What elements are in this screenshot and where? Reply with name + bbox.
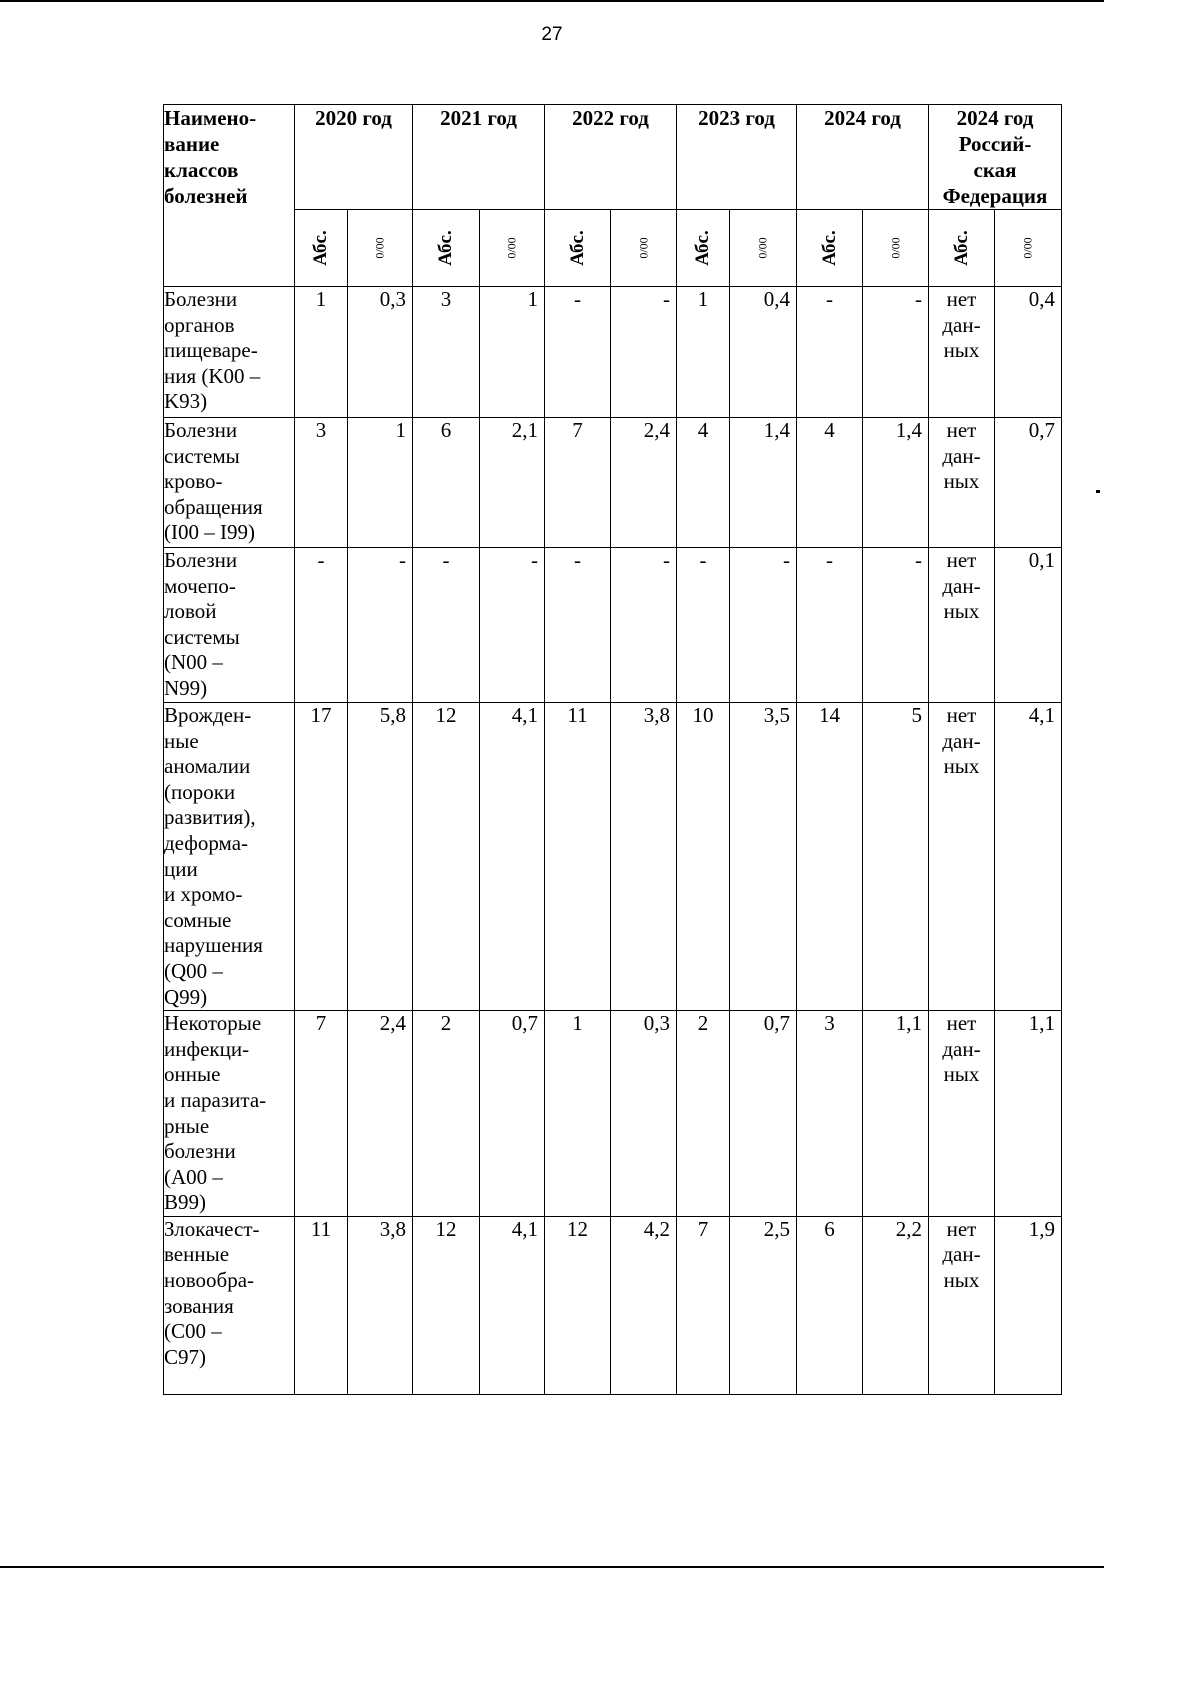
cell-permille: 5,8: [348, 703, 413, 1011]
header-row-years: [164, 105, 1062, 210]
column-header-russia: 2024 год Россий- ская Федерация: [929, 105, 1062, 210]
cell-rf-abs: нет дан- ных: [929, 287, 995, 418]
cell-abs: 1: [295, 287, 348, 418]
cell-abs: 12: [545, 1216, 611, 1394]
cell-abs: 6: [797, 1216, 863, 1394]
cell-permille: 0,3: [348, 287, 413, 418]
cell-permille: 2,5: [730, 1216, 797, 1394]
cell-rf-abs: нет дан- ных: [929, 703, 995, 1011]
table-row: [164, 287, 1062, 418]
cell-abs: 17: [295, 703, 348, 1011]
cell-abs: 11: [295, 1216, 348, 1394]
cell-permille: 1,4: [863, 418, 929, 548]
cell-permille: 1: [348, 418, 413, 548]
cell-abs: -: [797, 287, 863, 418]
subheader-permille: 0/00: [863, 210, 929, 287]
cell-abs: -: [413, 548, 480, 703]
column-header-year: 2022 год: [545, 105, 677, 210]
table-row: [164, 1011, 1062, 1217]
cell-permille: 2,1: [480, 418, 545, 548]
cell-rf-permille: 4,1: [995, 703, 1062, 1011]
cell-abs: -: [797, 548, 863, 703]
cell-permille: 3,8: [611, 703, 677, 1011]
cell-permille: 4,2: [611, 1216, 677, 1394]
cell-permille: 0,7: [480, 1011, 545, 1217]
cell-permille: -: [730, 548, 797, 703]
table-row: [164, 418, 1062, 548]
subheader-permille: 0/00: [611, 210, 677, 287]
disease-table: [163, 104, 1062, 1395]
cell-permille: -: [611, 287, 677, 418]
cell-abs: 12: [413, 703, 480, 1011]
cell-rf-abs: нет дан- ных: [929, 418, 995, 548]
cell-abs: 14: [797, 703, 863, 1011]
cell-permille: 1,1: [863, 1011, 929, 1217]
cell-abs: 4: [797, 418, 863, 548]
cell-rf-permille: 1,9: [995, 1216, 1062, 1394]
column-header-year: 2023 год: [677, 105, 797, 210]
cell-rf-abs: нет дан- ных: [929, 1011, 995, 1217]
cell-abs: 3: [295, 418, 348, 548]
subheader-abs: Абс.: [677, 210, 730, 287]
column-header-year: 2024 год: [797, 105, 929, 210]
table-row: [164, 1216, 1062, 1394]
subheader-abs: Абс.: [929, 210, 995, 287]
cell-abs: 1: [677, 287, 730, 418]
cell-permille: 2,4: [611, 418, 677, 548]
cell-abs: 10: [677, 703, 730, 1011]
cell-permille: 3,5: [730, 703, 797, 1011]
cell-permille: 0,4: [730, 287, 797, 418]
subheader-permille: 0/00: [730, 210, 797, 287]
header-row-units: [164, 210, 1062, 287]
margin-mark: [1096, 490, 1100, 493]
cell-permille: 1: [480, 287, 545, 418]
cell-abs: 11: [545, 703, 611, 1011]
cell-permille: -: [348, 548, 413, 703]
column-header-year: 2020 год: [295, 105, 413, 210]
cell-abs: -: [295, 548, 348, 703]
bottom-border-line: [0, 1566, 1104, 1568]
cell-abs: 12: [413, 1216, 480, 1394]
subheader-permille: 0/00: [995, 210, 1062, 287]
subheader-abs: Абс.: [295, 210, 348, 287]
cell-permille: 3,8: [348, 1216, 413, 1394]
page-number: 27: [541, 24, 563, 45]
table-row: [164, 548, 1062, 703]
cell-rf-permille: 0,7: [995, 418, 1062, 548]
cell-rf-abs: нет дан- ных: [929, 548, 995, 703]
cell-abs: 1: [545, 1011, 611, 1217]
cell-permille: 5: [863, 703, 929, 1011]
cell-permille: 4,1: [480, 703, 545, 1011]
cell-abs: 2: [677, 1011, 730, 1217]
cell-permille: -: [863, 548, 929, 703]
cell-abs: 3: [413, 287, 480, 418]
cell-rf-permille: 0,4: [995, 287, 1062, 418]
cell-rf-abs: нет дан- ных: [929, 1216, 995, 1394]
disease-class-name: Болезни органов пищеваре- ния (K00 – K93): [164, 287, 295, 418]
subheader-abs: Абс.: [545, 210, 611, 287]
subheader-abs: Абс.: [797, 210, 863, 287]
disease-class-name: Врожден- ные аномалии (пороки развития), деформа- ции и хромо- сомные нарушения (Q00 – Q99): [164, 703, 295, 1011]
subheader-permille: 0/00: [348, 210, 413, 287]
cell-permille: 1,4: [730, 418, 797, 548]
column-header-disease-class: Наимено- вание классов болезней: [164, 105, 295, 287]
cell-permille: 0,3: [611, 1011, 677, 1217]
cell-rf-permille: 1,1: [995, 1011, 1062, 1217]
cell-abs: 7: [545, 418, 611, 548]
cell-abs: 3: [797, 1011, 863, 1217]
cell-abs: 6: [413, 418, 480, 548]
cell-abs: -: [677, 548, 730, 703]
disease-class-name: Некоторые инфекци- онные и паразита- рные болезни (A00 – B99): [164, 1011, 295, 1217]
cell-permille: 2,2: [863, 1216, 929, 1394]
cell-rf-permille: 0,1: [995, 548, 1062, 703]
subheader-permille: 0/00: [480, 210, 545, 287]
cell-abs: -: [545, 287, 611, 418]
disease-class-name: Болезни мочепо- ловой системы (N00 – N99): [164, 548, 295, 703]
cell-abs: -: [545, 548, 611, 703]
column-header-year: 2021 год: [413, 105, 545, 210]
cell-abs: 7: [677, 1216, 730, 1394]
cell-permille: -: [611, 548, 677, 703]
disease-class-name: Болезни системы крово- обращения (I00 – I99): [164, 418, 295, 548]
cell-abs: 7: [295, 1011, 348, 1217]
top-border-line: [0, 0, 1104, 2]
subheader-abs: Абс.: [413, 210, 480, 287]
table-row: [164, 703, 1062, 1011]
cell-permille: 2,4: [348, 1011, 413, 1217]
cell-permille: 4,1: [480, 1216, 545, 1394]
cell-permille: -: [480, 548, 545, 703]
cell-permille: 0,7: [730, 1011, 797, 1217]
cell-abs: 4: [677, 418, 730, 548]
table-body: [164, 287, 1062, 1395]
disease-class-name: Злокачест- венные новообра- зования (C00 – C97): [164, 1216, 295, 1394]
cell-permille: -: [863, 287, 929, 418]
cell-abs: 2: [413, 1011, 480, 1217]
